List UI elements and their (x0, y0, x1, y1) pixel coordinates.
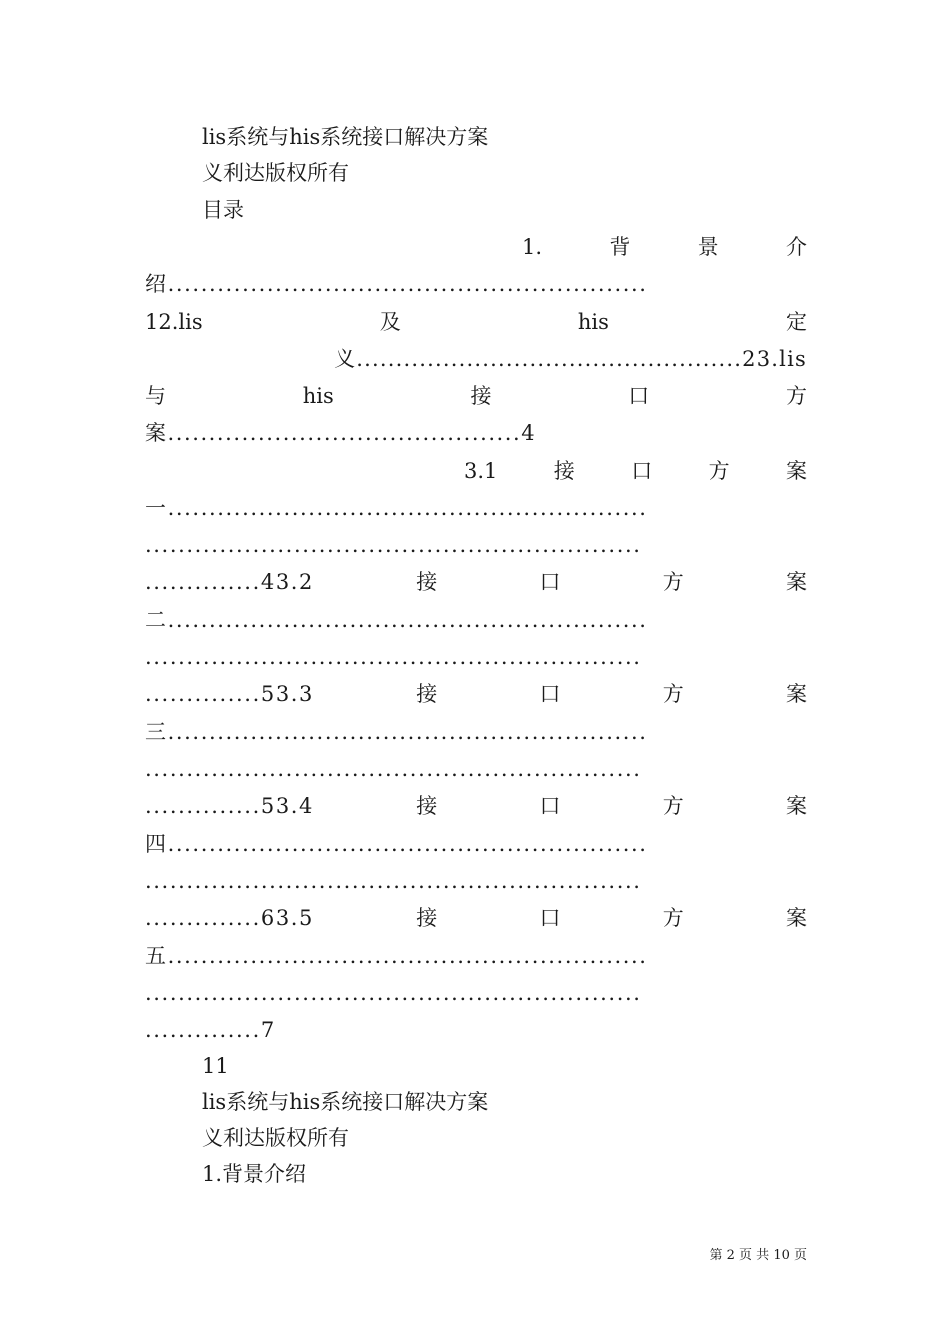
toc-token: 12.lis (145, 310, 203, 334)
toc-token: 1. (522, 235, 543, 259)
toc-line (145, 792, 807, 820)
toc-token: 口 (539, 570, 561, 594)
toc-token: 案 (785, 794, 807, 818)
toc-line (145, 904, 807, 932)
toc-token: 接 (470, 384, 492, 408)
toc-token: 口 (539, 682, 561, 706)
toc-token: 景 (697, 235, 719, 259)
toc-line (522, 233, 807, 261)
toc-heading: 目录 (202, 198, 244, 222)
toc-token: 案 (785, 906, 807, 930)
toc-token: 接 (416, 794, 438, 818)
toc-line: 义.................................................23.lis (334, 347, 807, 371)
toc-token: 与 (145, 384, 166, 408)
toc-token: 方 (662, 794, 684, 818)
toc-line: 三.......................................................... (145, 720, 648, 744)
toc-token: 案 (785, 459, 807, 483)
toc-line: ..............7 (145, 1018, 276, 1042)
page-marker: 11 (202, 1054, 229, 1078)
toc-token: 背 (609, 235, 631, 259)
toc-line (145, 382, 807, 410)
toc-line: ............................................................ (145, 869, 642, 893)
doc-title: lis系统与his系统接口解决方案 (202, 125, 489, 149)
toc-line (145, 568, 807, 596)
page-number-footer: 第 2 页 共 10 页 (709, 1248, 807, 1263)
toc-line: 五.......................................................... (145, 944, 648, 968)
toc-token: 接 (416, 570, 438, 594)
toc-token: 案 (785, 570, 807, 594)
toc-token: ..............43.2 (145, 570, 315, 594)
toc-line (145, 680, 807, 708)
toc-line: ............................................................ (145, 533, 642, 557)
toc-line: ............................................................ (145, 757, 642, 781)
toc-token: 方 (785, 384, 807, 408)
toc-line (145, 308, 807, 336)
toc-token: 口 (539, 906, 561, 930)
toc-token: 介 (785, 235, 807, 259)
section-heading: 1.背景介绍 (202, 1162, 307, 1186)
toc-token: 口 (628, 384, 650, 408)
toc-token: 案 (785, 682, 807, 706)
toc-token: 口 (539, 794, 561, 818)
toc-token: 接 (416, 906, 438, 930)
toc-token: ..............53.3 (145, 682, 315, 706)
toc-token: 方 (662, 570, 684, 594)
copyright-line: 义利达版权所有 (202, 1126, 349, 1150)
toc-line: 绍.......................................................... (145, 272, 648, 296)
toc-token: his (302, 384, 334, 408)
toc-line: 二.......................................................... (145, 608, 648, 632)
toc-token: 方 (662, 906, 684, 930)
toc-line: 一.......................................................... (145, 496, 648, 520)
toc-line (464, 457, 807, 485)
toc-line: ............................................................ (145, 981, 642, 1005)
toc-token: 接 (416, 682, 438, 706)
toc-token: 口 (631, 459, 653, 483)
toc-line: 案...........................................4 (145, 421, 537, 445)
toc-token: 3.1 (464, 459, 498, 483)
toc-token: 及 (379, 310, 401, 334)
toc-token: 方 (708, 459, 730, 483)
toc-token: 接 (553, 459, 575, 483)
copyright-line: 义利达版权所有 (202, 161, 349, 185)
toc-token: 定 (785, 310, 807, 334)
toc-token: ..............53.4 (145, 794, 315, 818)
doc-title: lis系统与his系统接口解决方案 (202, 1090, 489, 1114)
toc-line: 四.......................................................... (145, 832, 648, 856)
toc-token: his (577, 310, 609, 334)
toc-token: ..............63.5 (145, 906, 315, 930)
toc-line: ............................................................ (145, 645, 642, 669)
toc-token: 方 (662, 682, 684, 706)
